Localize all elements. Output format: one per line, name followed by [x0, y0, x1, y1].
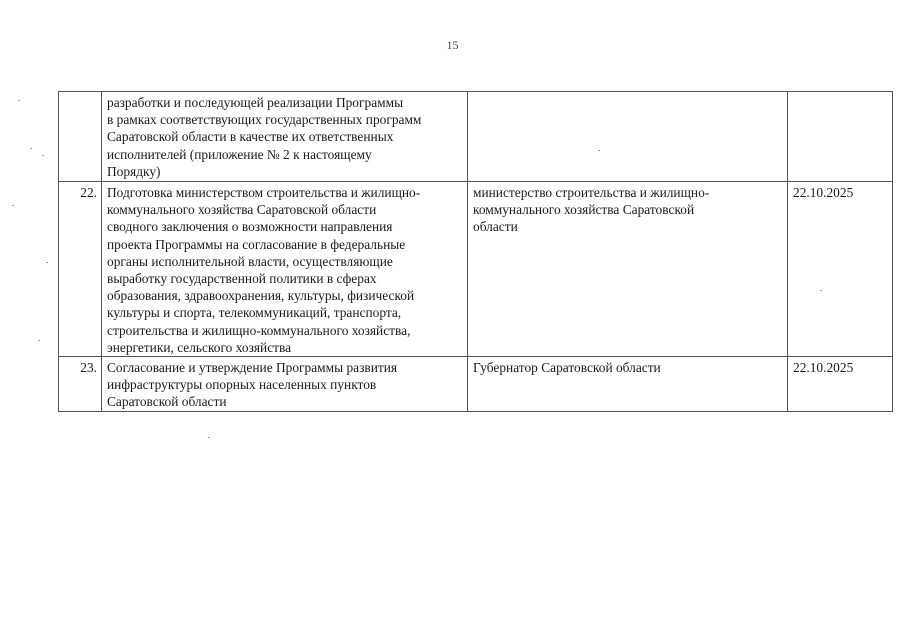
executor-cell: [468, 92, 788, 182]
date-cell: 22.10.2025: [788, 357, 893, 412]
task-cell: Подготовка министерством строительства и жилищно- коммунального хозяйства Саратовской области сводного заключения о возможности направления проекта Программы на согласование в федеральные органы исполнительной власти, осуществляющие выработку государственной политики в сферах образования, здравоохранения, культуры, физической культуры и спорта, телекоммуникаций, транспорта, строительства и жилищно-коммунального хозяйства, энергетики, сельского хозяйства: [102, 182, 468, 357]
scan-speck: [38, 340, 40, 341]
row-number-cell: 22.: [59, 182, 102, 357]
date-cell: 22.10.2025: [788, 182, 893, 357]
scan-speck: [598, 150, 600, 151]
table-row: [59, 92, 893, 182]
task-cell: Согласование и утверждение Программы развития инфраструктуры опорных населенных пунктов Саратовской области: [102, 357, 468, 412]
scan-speck: [820, 290, 822, 291]
scan-speck: [42, 155, 44, 156]
date-cell: [788, 92, 893, 182]
task-cell: разработки и последующей реализации Программы в рамках соответствующих государственных программ Саратовской области в качестве их ответственных исполнителей (приложение № 2 к настоящему Порядку): [102, 92, 468, 182]
row-number-cell: [59, 92, 102, 182]
row-number-cell: 23.: [59, 357, 102, 412]
scan-speck: [46, 262, 48, 263]
schedule-table: [58, 91, 893, 412]
scan-speck: [208, 437, 210, 438]
table-row: [59, 182, 893, 357]
scan-speck: [18, 100, 20, 101]
page-number: 15: [446, 38, 459, 52]
scan-speck: [30, 148, 32, 149]
table-row: [59, 357, 893, 412]
executor-cell: министерство строительства и жилищно- коммунального хозяйства Саратовской области: [468, 182, 788, 357]
scan-speck: [12, 205, 14, 206]
executor-cell: Губернатор Саратовской области: [468, 357, 788, 412]
